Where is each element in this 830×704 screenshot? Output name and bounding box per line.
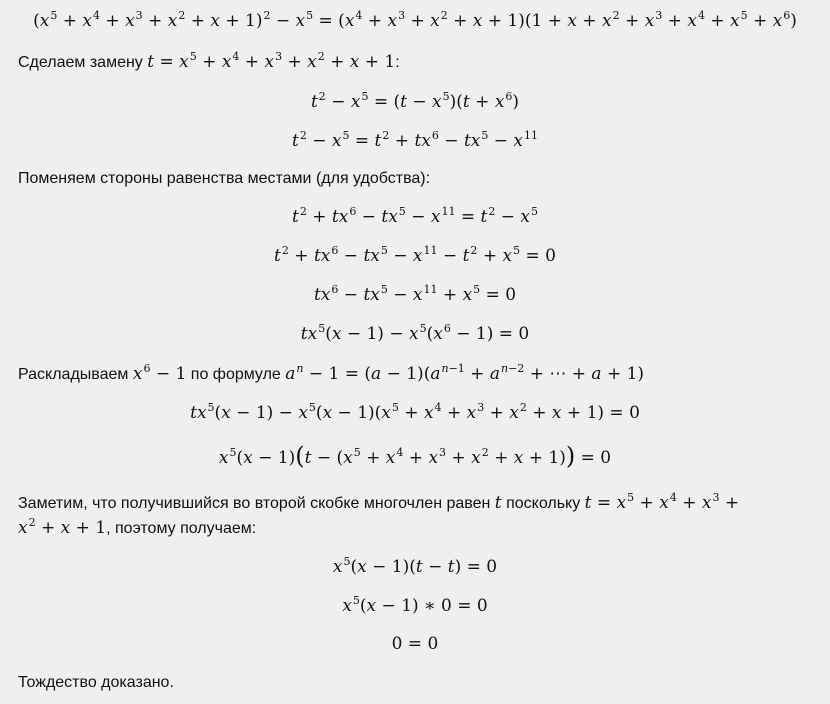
equation-step-03: $t^2 - x^5 = t^2 + tx^6 - tx^5 - x^{11}$: [291, 129, 539, 151]
text-factor-formula: Раскладываем $x^6 - 1$ по формуле $a^n - 1 = (a - 1)(a^{n-1} + a^{n-2}$ + ⋯ + a + 1): [18, 362, 645, 384]
equation-step-04: $t^2 + tx^6 - tx^5 - x^{11} = t^2 - x^5$: [291, 205, 539, 227]
equation-step-12: 0 = 0: [391, 634, 439, 654]
equation-initial-identity: $(x^5 + x^4 + x^3 + x^2 + x + 1)^2 - x^5 = (x^4 + x^3 + x^2 + x + 1)(1 + x + x^2 + x^3 + x^4 + x^5 + x^6)$: [33, 9, 797, 31]
equation-step-06: $tx^6 - tx^5 - x^{11} + x^5 = 0$: [313, 283, 517, 305]
text-note-line-1: Заметим, что получившийся во второй скобке многочлен равен t поскольку $t = x^5 + x^4 + x^3$ +: [18, 491, 740, 513]
text-note-line-2: $x^2 + x + 1$, поэтому получаем:: [18, 516, 257, 538]
text-swap-sides: Поменяем стороны равенства местами (для удобства):: [18, 170, 431, 187]
equation-step-10: $x^5(x - 1)(t - t) = 0$: [332, 555, 498, 577]
text-substitution: Сделаем замену $t = x^5 + x^4 + x^3 + x^2 + x + 1$:: [18, 50, 400, 72]
equation-step-02: $t^2 - x^5 = (t - x^5)(t + x^6)$: [310, 90, 520, 112]
text-conclusion: Тождество доказано.: [18, 674, 174, 691]
equation-step-08: $tx^5(x - 1) - x^5(x - 1)(x^5 + x^4 + x^3 + x^2 + x + 1) = 0$: [190, 401, 640, 423]
equation-step-07: $tx^5(x - 1) - x^5(x^6 - 1) = 0$: [300, 322, 530, 344]
equation-step-11: $x^5(x - 1)$ ∗ 0 = 0: [342, 594, 488, 616]
equation-step-09: $x^5(x - 1)(t - (x^5 + x^4 + x^3 + x^2 + x + 1)) = 0$: [218, 442, 612, 470]
equation-step-05: $t^2 + tx^6 - tx^5 - x^{11} - t^2 + x^5 = 0$: [274, 244, 556, 266]
